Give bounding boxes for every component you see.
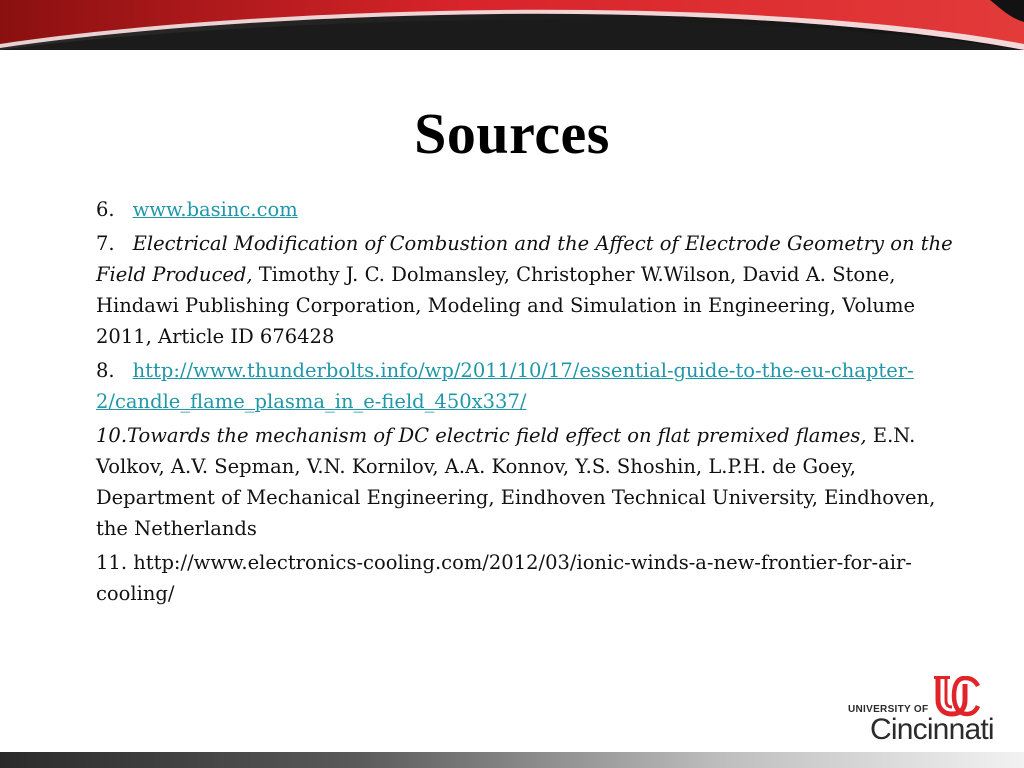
footer-band bbox=[0, 752, 1024, 768]
source-title-italic: Electrical Modification of Combustion and the Affect of Electrode Geometry on the Field Produced, bbox=[96, 232, 953, 286]
source-number: 8. bbox=[96, 359, 115, 382]
source-citation-text: Timothy J. C. Dolmansley, Christopher W.Wilson, David A. Stone, Hindawi Publishing Corporation, Modeling and Simulation in Engineering, Volume 2011, Article ID 676428 bbox=[96, 263, 916, 348]
source-entry-6 bbox=[96, 194, 961, 225]
source-entry-8 bbox=[96, 355, 961, 417]
logo-university-of: UNIVERSITY OF bbox=[848, 704, 929, 715]
source-link-thunderbolts[interactable]: http://www.thunderbolts.info/wp/2011/10/17/essential-guide-to-the-eu-chapter-2/candle_flame_plasma_in_e-field_450x337/ bbox=[96, 359, 914, 413]
source-entry-10 bbox=[96, 420, 961, 544]
uc-monogram-icon bbox=[932, 676, 982, 718]
source-link-basinc[interactable]: www.basinc.com bbox=[132, 198, 298, 221]
logo-cincinnati: Cincinnati bbox=[870, 713, 994, 746]
header-band bbox=[0, 0, 1024, 50]
source-list bbox=[96, 194, 961, 612]
source-number: 7. bbox=[96, 232, 115, 255]
source-entry-7 bbox=[96, 228, 961, 352]
source-entry-11 bbox=[96, 547, 961, 609]
university-logo bbox=[848, 676, 998, 748]
source-number: 6. bbox=[96, 198, 115, 221]
slide-title: Sources bbox=[414, 101, 610, 166]
source-citation-text: E.N. Volkov, A.V. Sepman, V.N. Kornilov, A.A. Konnov, Y.S. Shoshin, L.P.H. de Goey, Department of Mechanical Engineering, Eindhoven Technical University, Eindhoven, the Netherlands bbox=[96, 424, 936, 540]
source-title-italic: 10.Towards the mechanism of DC electric field effect on flat premixed flames, bbox=[96, 424, 867, 447]
source-citation-text: 11. http://www.electronics-cooling.com/2012/03/ionic-winds-a-new-frontier-for-air-cooling/ bbox=[96, 551, 912, 605]
